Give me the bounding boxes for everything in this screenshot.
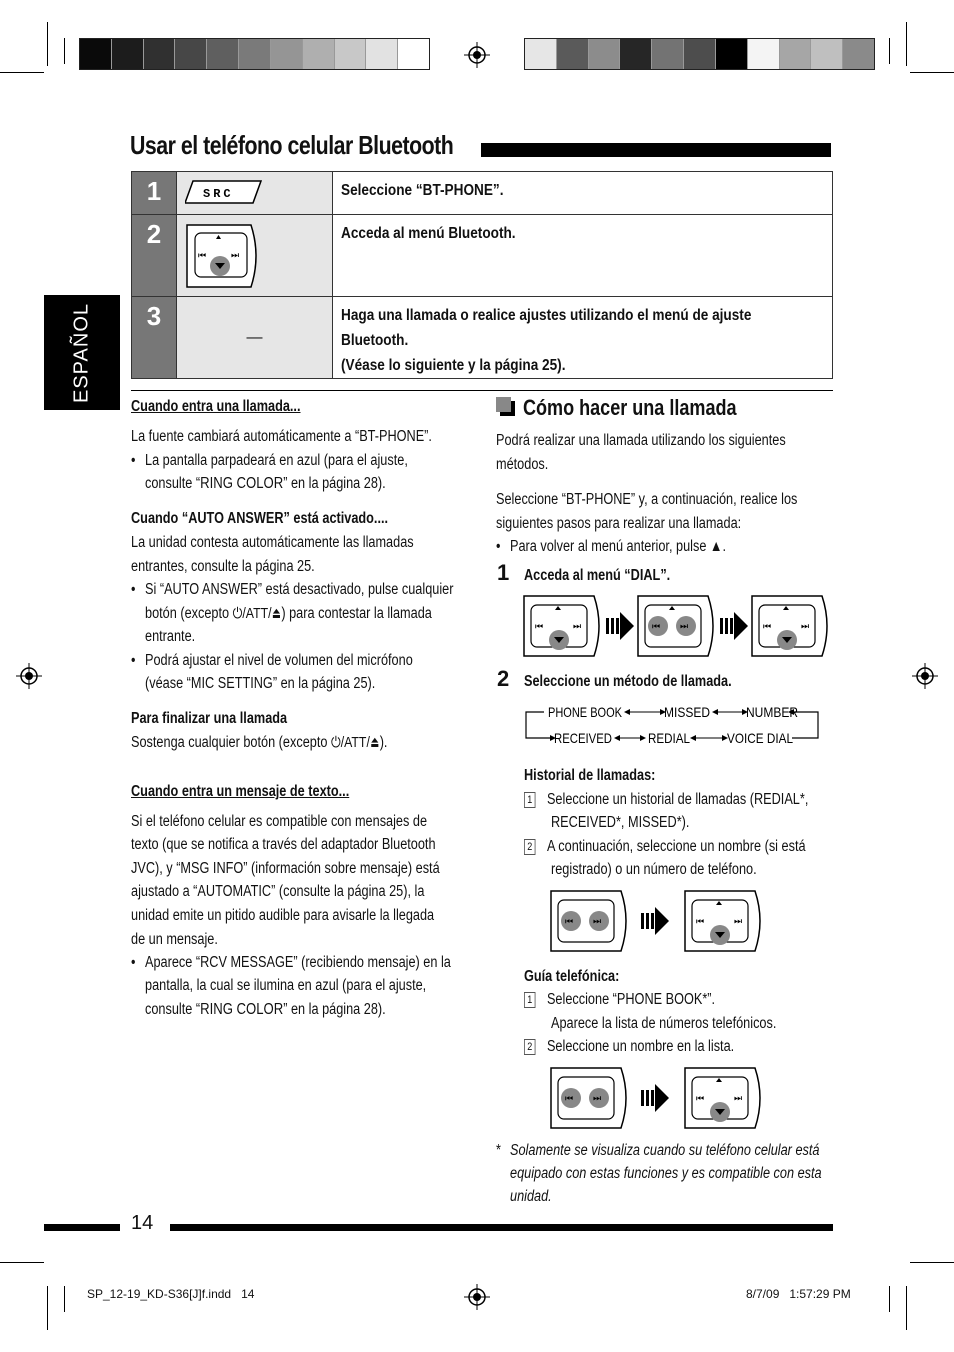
control-dial-icon [551, 1068, 626, 1128]
title-rule [481, 143, 831, 157]
control-dial-icon [551, 891, 626, 951]
select-text: siguientes pasos para realizar una llamada: [496, 515, 742, 532]
incoming-call-bullet-cont: consulte “RING COLOR” en la página 28). [145, 475, 386, 492]
incoming-call-text: La fuente cambiará automáticamente a “BT-PHONE”. [131, 428, 432, 445]
text-message-text: de un mensaje. [131, 931, 218, 948]
step2-text: Seleccione un método de llamada. [524, 673, 732, 690]
step1-text: Acceda al menú “DIAL”. [524, 567, 671, 584]
auto-answer-bullet-cont: entrante. [145, 628, 196, 645]
step-icon-cell: — [177, 297, 333, 379]
control-dial-icon [685, 891, 760, 951]
control-dial-icon [638, 596, 713, 656]
svg-text:⏭: ⏭ [680, 621, 689, 631]
svg-text:⏭: ⏭ [734, 1093, 743, 1103]
registration-mark-icon [16, 663, 42, 689]
step-text: Haga una llamada o realice ajustes utilizando el menú de ajuste Bluetooth. (Véase lo siguiente y la página 25). [333, 297, 833, 379]
step-icon-cell [177, 172, 333, 215]
auto-answer-text: La unidad contesta automáticamente las llamadas [131, 534, 414, 551]
numbered-item-cont: Aparece la lista de números telefónicos. [551, 1015, 777, 1032]
step-number: 3 [132, 297, 177, 379]
method-redial: REDIAL [648, 730, 691, 746]
crop-mark [906, 22, 907, 66]
text-message-text: ajustado a “AUTOMATIC” (consulte la página 25), la [131, 883, 425, 900]
page-title: Usar el teléfono celular Bluetooth [130, 130, 454, 160]
numbered-item-cont: registrado) o un número de teléfono. [551, 861, 757, 878]
method-phone-book: PHONE BOOK [548, 704, 623, 720]
text-message-bullet-cont: pantalla, la cual se ilumina en azul (para el ajuste, [145, 977, 427, 994]
arrow-right-icon [641, 1084, 669, 1112]
step-number: 2 [132, 215, 177, 297]
svg-text:⏮: ⏮ [696, 1093, 705, 1103]
crop-mark [889, 38, 890, 64]
control-dial-icon [524, 596, 599, 656]
svg-text:⏮: ⏮ [198, 250, 207, 260]
svg-text:⏮: ⏮ [763, 621, 772, 631]
crop-mark [910, 72, 954, 73]
auto-answer-text: entrantes, consulte la página 25. [131, 558, 315, 575]
svg-text:⏮: ⏮ [696, 916, 705, 926]
crop-mark [906, 1286, 907, 1330]
control-dial-icon [685, 1068, 760, 1128]
footer-file: SP_12-19_KD-S36[J]f.indd 14 [87, 1287, 255, 1301]
footnote: equipado con estas funciones y es compatible con esta [510, 1165, 822, 1182]
numbered-item-cont: RECEIVED*, MISSED*). [551, 814, 690, 831]
crop-mark [64, 1286, 65, 1312]
color-bar-right [524, 38, 875, 70]
crop-mark [64, 38, 65, 64]
footnote: Solamente se visualiza cuando su teléfono celular está [510, 1142, 820, 1159]
phone-book-sequence [549, 1066, 765, 1132]
control-dial-down-icon [185, 223, 265, 289]
registration-mark-icon [464, 42, 490, 68]
phone-book-heading: Guía telefónica: [524, 968, 620, 985]
back-bullet: Para volver al menú anterior, pulse ▲. [510, 538, 727, 555]
auto-answer-bullet-cont: botón (excepto ⏻/ATT/⏏) para contestar la llamada [145, 605, 432, 622]
section-rule [131, 390, 833, 391]
svg-text:⏮: ⏮ [535, 621, 544, 631]
svg-text:⏭: ⏭ [593, 916, 602, 926]
auto-answer-bullet: Podrá ajustar el nivel de volumen del micrófono [145, 652, 413, 669]
numbered-item: 2 Seleccione un nombre en la lista. [524, 1035, 734, 1059]
crop-mark [0, 72, 44, 73]
page-number: 14 [131, 1212, 154, 1234]
bullet: • [131, 652, 136, 669]
svg-text:⏭: ⏭ [231, 250, 240, 260]
footnote-mark: * [496, 1142, 501, 1159]
color-bar-left [79, 38, 430, 70]
crop-mark [910, 1262, 954, 1263]
auto-answer-bullet-cont: (véase “MIC SETTING” en la página 25). [145, 675, 376, 692]
arrow-right-icon [720, 612, 748, 640]
call-history-sequence [549, 889, 765, 955]
numbered-item: 2 A continuación, seleccione un nombre (si está [524, 835, 806, 859]
svg-text:⏭: ⏭ [801, 621, 810, 631]
text-message-bullet: Aparece “RCV MESSAGE” (recibiendo mensaje) en la [145, 954, 451, 971]
svg-text:⏭: ⏭ [734, 916, 743, 926]
step-icon-cell [177, 215, 333, 297]
step-number: 1 [132, 172, 177, 215]
footer-datetime: 8/7/09 1:57:29 PM [746, 1287, 851, 1301]
language-tab: ESPAÑOL [44, 295, 120, 410]
svg-text:⏭: ⏭ [593, 1093, 602, 1103]
step-text: Seleccione “BT-PHONE”. [333, 172, 833, 215]
bullet: • [131, 452, 136, 469]
registration-mark-icon [464, 1284, 490, 1310]
bullet: • [496, 538, 501, 555]
intro-text: Podrá realizar una llamada utilizando los siguientes [496, 432, 786, 449]
step-number: 1 [497, 560, 510, 585]
step-number: 2 [497, 666, 510, 691]
auto-answer-bullet: Si “AUTO ANSWER” está desactivado, pulse cualquier [145, 581, 454, 598]
make-call-heading: Cómo hacer una llamada [523, 395, 737, 420]
numbered-item: 1 Seleccione “PHONE BOOK*”. [524, 988, 715, 1012]
end-call-heading: Para finalizar una llamada [131, 710, 288, 727]
crop-mark [889, 1286, 890, 1312]
svg-text:⏮: ⏮ [565, 1093, 574, 1103]
src-label: SRC [203, 187, 234, 201]
method-cycle-diagram [522, 700, 822, 750]
method-number: NUMBER [746, 704, 798, 720]
footnote: unidad. [510, 1188, 552, 1205]
intro-text: métodos. [496, 456, 549, 473]
crop-mark [0, 1262, 44, 1263]
text-message-text: Si el teléfono celular es compatible con mensajes de [131, 813, 428, 830]
footer-rule-right [170, 1224, 833, 1231]
dial-menu-sequence [522, 594, 830, 660]
svg-text:⏮: ⏮ [652, 621, 661, 631]
step-text: Acceda al menú Bluetooth. [333, 215, 833, 297]
control-dial-icon [752, 596, 827, 656]
numbered-item: 1 Seleccione un historial de llamadas (REDIAL*, [524, 788, 808, 812]
method-received: RECEIVED [554, 730, 612, 746]
step-row [132, 215, 833, 297]
auto-answer-heading: Cuando “AUTO ANSWER” está activado.... [131, 510, 389, 527]
text-message-bullet-cont: consulte “RING COLOR” en la página 28). [145, 1001, 386, 1018]
incoming-call-heading: Cuando entra una llamada... [131, 398, 301, 415]
crop-mark [47, 1286, 48, 1330]
method-missed: MISSED [664, 704, 710, 720]
registration-mark-icon [912, 663, 938, 689]
text-message-text: texto (que se notifica a través del adaptador Bluetooth [131, 836, 436, 853]
call-history-heading: Historial de llamadas: [524, 767, 656, 784]
step-row [132, 172, 833, 215]
step-row [132, 297, 833, 379]
footer-rule-left [44, 1224, 120, 1231]
text-message-heading: Cuando entra un mensaje de texto... [131, 783, 350, 800]
bullet: • [131, 954, 136, 971]
select-text: Seleccione “BT-PHONE” y, a continuación, realice los [496, 491, 798, 508]
method-voice-dial: VOICE DIAL [727, 730, 794, 746]
text-message-text: JVC), y “MSG INFO” (información sobre mensaje) está [131, 860, 440, 877]
src-button-icon [185, 179, 275, 209]
arrow-right-icon [641, 907, 669, 935]
section-square-icon [496, 397, 516, 417]
crop-mark [47, 22, 48, 66]
svg-text:⏭: ⏭ [573, 621, 582, 631]
steps-table [131, 171, 833, 379]
arrow-right-icon [606, 612, 634, 640]
svg-text:⏮: ⏮ [565, 916, 574, 926]
bullet: • [131, 581, 136, 598]
text-message-text: unidad emite un pitido audible para avisarle la llegada [131, 907, 435, 924]
end-call-text: Sostenga cualquier botón (excepto ⏻/ATT/⏏). [131, 734, 388, 751]
incoming-call-bullet: La pantalla parpadeará en azul (para el ajuste, [145, 452, 408, 469]
